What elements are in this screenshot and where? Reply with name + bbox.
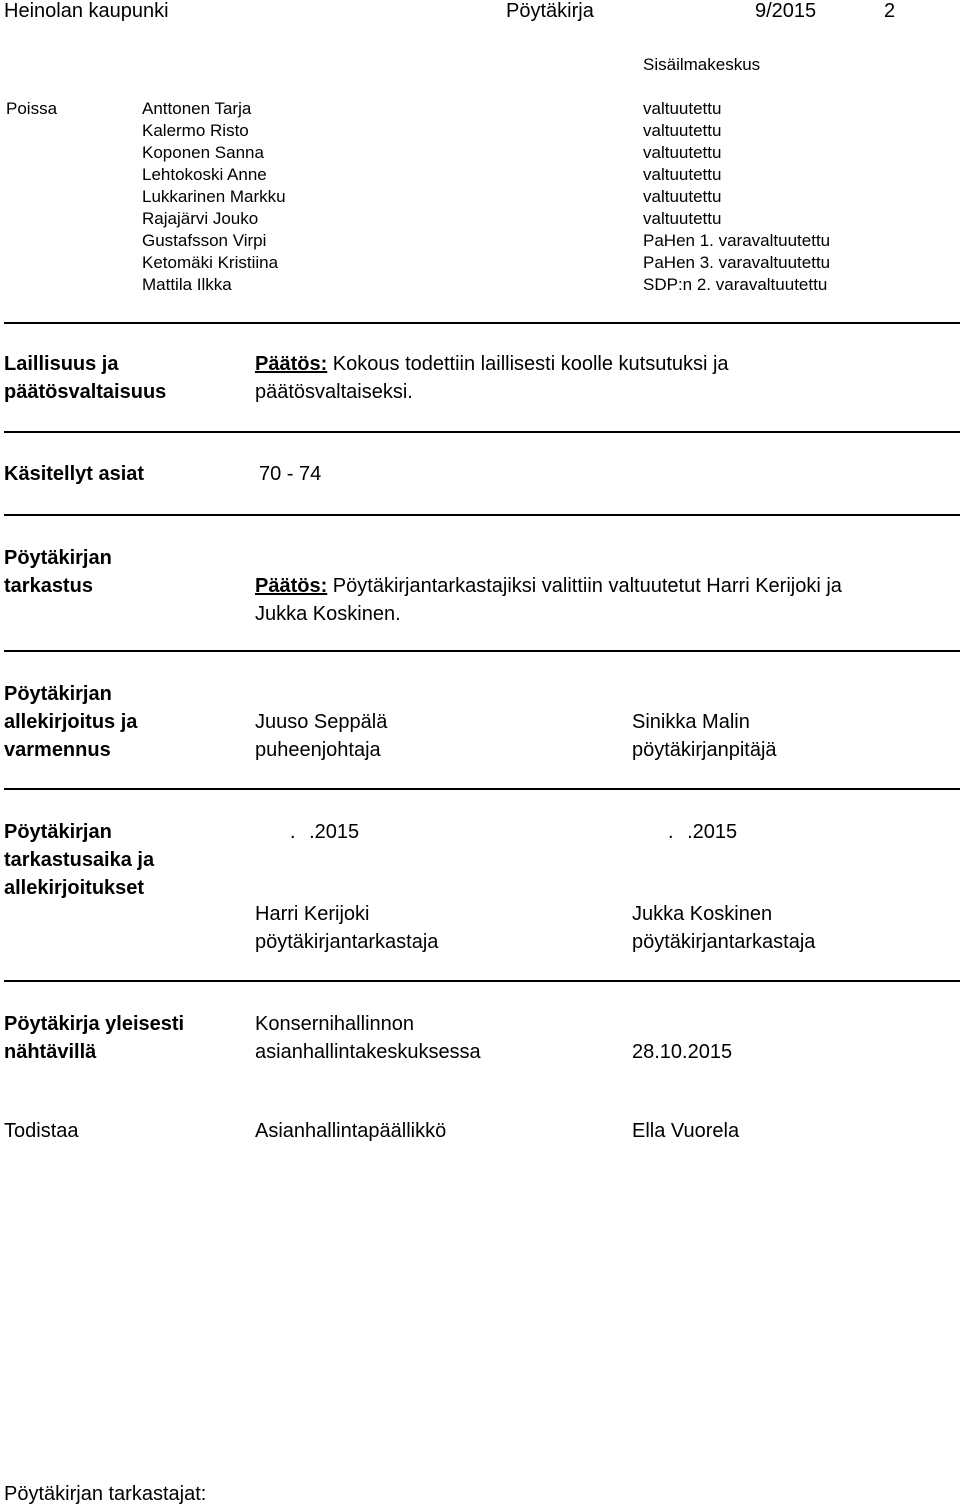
signer-title: pöytäkirjanpitäjä xyxy=(632,739,777,761)
signer-title: puheenjohtaja xyxy=(255,739,381,761)
inspection-label-line: Pöytäkirjan xyxy=(4,821,112,843)
absent-role: PaHen 3. varavaltuutettu xyxy=(643,253,831,272)
inspection-label-line: tarkastusaika ja xyxy=(4,849,155,871)
inspector-1 xyxy=(255,900,438,956)
meeting-location: Sisäilmakeskus xyxy=(643,55,761,74)
signer-name: Juuso Seppälä xyxy=(255,711,388,733)
absent-name: Lukkarinen Markku xyxy=(142,187,286,206)
inspector-name: Jukka Koskinen xyxy=(632,903,773,925)
attest-label: Todistaa xyxy=(4,1120,79,1142)
decision-text: Pöytäkirjantarkastajiksi valittiin valtuutetut Harri Kerijoki ja xyxy=(327,575,842,597)
legality-label-line: Laillisuus ja xyxy=(4,353,119,375)
section-divider xyxy=(4,514,960,516)
absent-role: valtuutettu xyxy=(643,143,722,162)
inspector-title: pöytäkirjantarkastaja xyxy=(255,931,439,953)
section-divider xyxy=(4,980,960,982)
legality-label xyxy=(4,350,166,406)
signer-chair xyxy=(255,708,387,764)
absent-name: Gustafsson Virpi xyxy=(142,231,267,250)
absent-roles xyxy=(643,98,830,296)
absent-name: Ketomäki Kristiina xyxy=(142,253,279,272)
inspector-2 xyxy=(632,900,815,956)
items-value: 70 - 74 xyxy=(259,463,322,485)
signer-secretary xyxy=(632,708,777,764)
public-label-line: nähtävillä xyxy=(4,1041,97,1063)
decision-label: Päätös: xyxy=(255,353,328,375)
public-label xyxy=(4,1010,184,1066)
signing-label-line: allekirjoitus ja xyxy=(4,711,138,733)
doc-number: 9/2015 xyxy=(755,0,817,22)
absent-name: Mattila Ilkka xyxy=(142,275,232,294)
org-name: Heinolan kaupunki xyxy=(4,0,169,22)
absent-label: Poissa xyxy=(6,99,58,118)
section-divider xyxy=(4,788,960,790)
absent-names xyxy=(142,98,286,296)
absent-name: Lehtokoski Anne xyxy=(142,165,267,184)
absent-name: Kalermo Risto xyxy=(142,121,249,140)
review-decision xyxy=(255,572,842,628)
signing-label-line: Pöytäkirjan xyxy=(4,683,112,705)
absent-name: Rajajärvi Jouko xyxy=(142,209,259,228)
absent-role: PaHen 1. varavaltuutettu xyxy=(643,231,831,250)
items-label: Käsitellyt asiat xyxy=(4,463,145,485)
footer-text: Pöytäkirjan tarkastajat: xyxy=(4,1483,207,1505)
review-label-line: Pöytäkirjan xyxy=(4,547,112,569)
legality-decision xyxy=(255,350,729,406)
absent-name: Koponen Sanna xyxy=(142,143,264,162)
absent-role: valtuutettu xyxy=(643,121,722,140)
inspection-date-1: . .2015 xyxy=(290,821,360,843)
section-divider xyxy=(4,650,960,652)
section-divider xyxy=(4,431,960,433)
signer-name: Sinikka Malin xyxy=(632,711,750,733)
decision-text: Jukka Koskinen. xyxy=(255,603,401,625)
attest-title: Asianhallintapäällikkö xyxy=(255,1120,447,1142)
attest-name: Ella Vuorela xyxy=(632,1120,740,1142)
public-date: 28.10.2015 xyxy=(632,1041,733,1063)
absent-name: Anttonen Tarja xyxy=(142,99,252,118)
inspector-name: Harri Kerijoki xyxy=(255,903,370,925)
signing-label xyxy=(4,680,137,764)
absent-role: SDP:n 2. varavaltuutettu xyxy=(643,275,828,294)
absent-role: valtuutettu xyxy=(643,99,722,118)
doc-type: Pöytäkirja xyxy=(506,0,594,22)
signing-label-line: varmennus xyxy=(4,739,111,761)
public-place-line: asianhallintakeskuksessa xyxy=(255,1041,481,1063)
public-place xyxy=(255,1010,481,1066)
inspection-label-line: allekirjoitukset xyxy=(4,877,145,899)
decision-text: Kokous todettiin laillisesti koolle kutsutuksi ja xyxy=(327,353,729,375)
public-label-line: Pöytäkirja yleisesti xyxy=(4,1013,185,1035)
absent-role: valtuutettu xyxy=(643,187,722,206)
inspection-date-2: . .2015 xyxy=(668,821,738,843)
decision-text: päätösvaltaiseksi. xyxy=(255,381,413,403)
absent-role: valtuutettu xyxy=(643,209,722,228)
legality-label-line: päätösvaltaisuus xyxy=(4,381,167,403)
review-label xyxy=(4,544,112,600)
inspection-label xyxy=(4,818,154,902)
inspector-title: pöytäkirjantarkastaja xyxy=(632,931,816,953)
review-label-line: tarkastus xyxy=(4,575,93,597)
decision-label: Päätös: xyxy=(255,575,328,597)
section-divider xyxy=(4,322,960,324)
absent-role: valtuutettu xyxy=(643,165,722,184)
page-number: 2 xyxy=(884,0,896,22)
public-place-line: Konsernihallinnon xyxy=(255,1013,415,1035)
